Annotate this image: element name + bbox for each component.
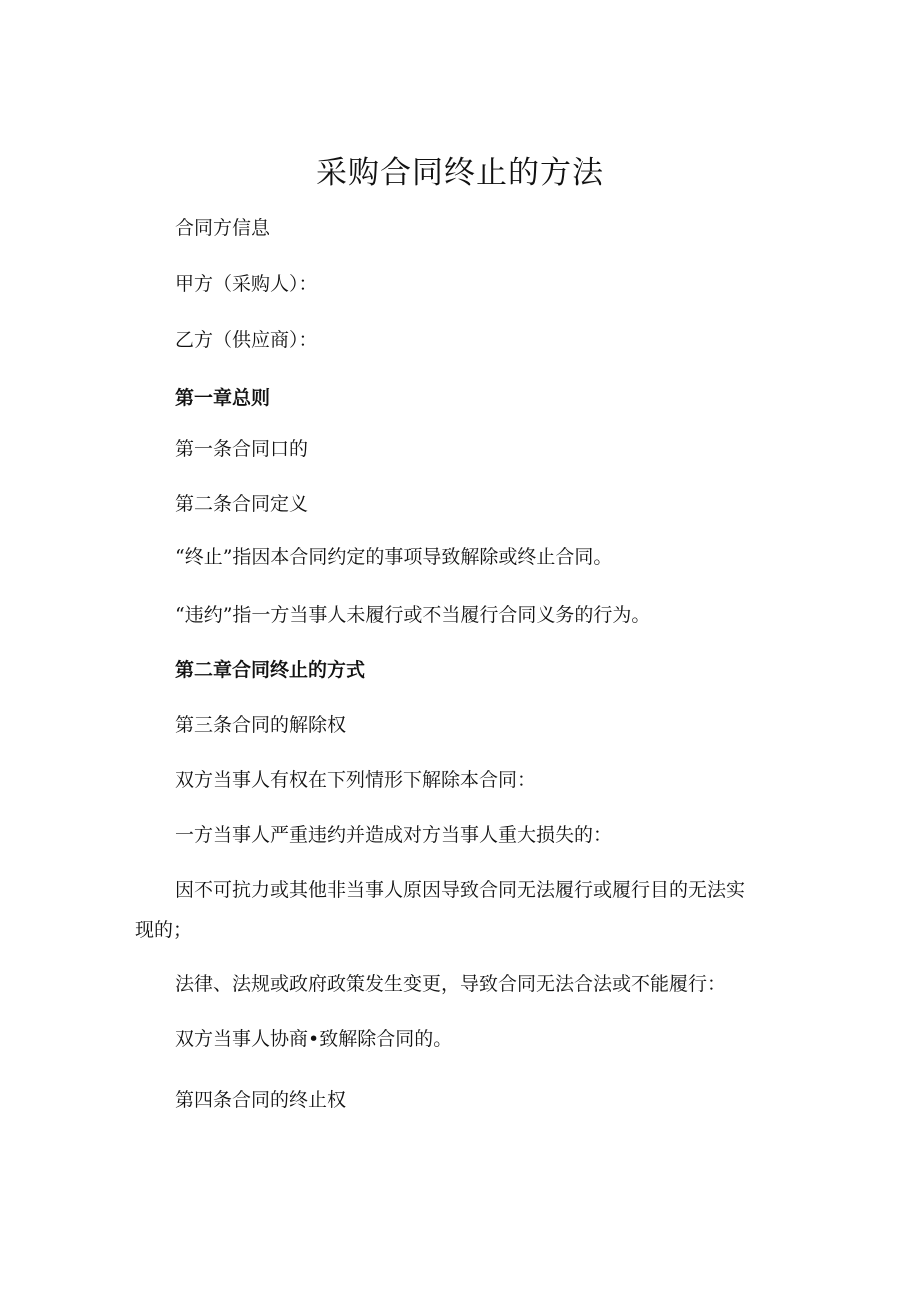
party-a-line: 甲方（采购人）： bbox=[175, 273, 318, 295]
rescission-item-mutual: 双方当事人协商•致解除合同的。 bbox=[175, 1028, 453, 1050]
chapter-2-heading: 第二章合同终止的方式 bbox=[175, 659, 366, 681]
rescission-intro: 双方当事人有权在下列情形下解除本合同： bbox=[175, 769, 537, 791]
definition-termination: “终止”指因本合同约定的事项导致解除或终止合同。 bbox=[175, 546, 613, 568]
party-b-line: 乙方（供应商）： bbox=[175, 329, 318, 351]
definition-breach: “违约”指一方当事人未履行或不当履行合同义务的行为。 bbox=[175, 604, 651, 626]
rescission-item-law-change: 法律、法规或政府政策发生变更，导致合同无法合法或不能履行： bbox=[175, 973, 727, 995]
article-2-heading: 第二条合同定义 bbox=[175, 493, 309, 515]
document-title: 采购合同终止的方法 bbox=[316, 155, 604, 191]
chapter-1-heading: 第一章总则 bbox=[175, 387, 271, 409]
article-1-heading: 第一条合同口的 bbox=[175, 438, 309, 460]
rescission-item-force-majeure bbox=[135, 878, 746, 942]
article-4-heading: 第四条合同的终止权 bbox=[175, 1089, 347, 1111]
rescission-item-breach: 一方当事人严重违约并造成对方当事人重大损失的： bbox=[175, 824, 613, 846]
force-majeure-line-1: 因不可抗力或其他非当事人原因导致合同无法履行或履行目的无法实 bbox=[175, 879, 746, 901]
force-majeure-line-2: 现的； bbox=[135, 919, 193, 941]
article-3-heading: 第三条合同的解除权 bbox=[175, 714, 347, 736]
section-party-info: 合同方信息 bbox=[175, 217, 271, 239]
